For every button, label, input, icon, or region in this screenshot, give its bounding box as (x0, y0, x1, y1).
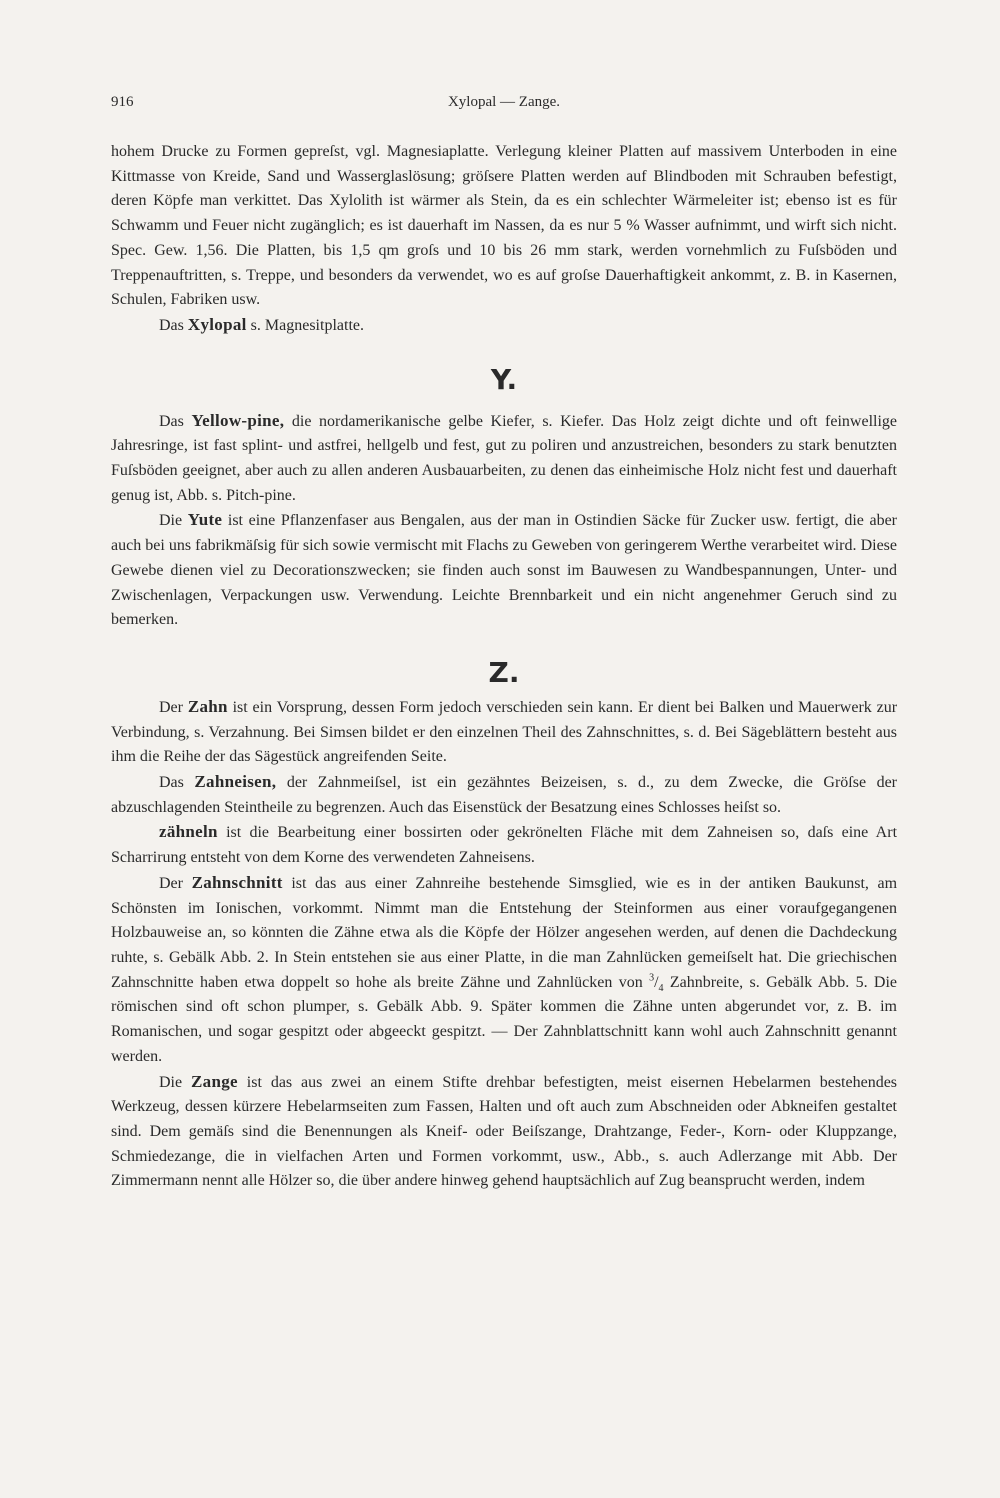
entry-zahnschnitt (111, 871, 897, 1070)
entry-term: Zahneisen, (194, 772, 277, 792)
entry-zahn (111, 695, 897, 770)
entry-xylopal (111, 313, 897, 339)
entry-term: Zahn (187, 696, 228, 716)
entry-article: Das (159, 412, 184, 430)
entry-term: Zahnschnitt (191, 872, 283, 892)
entry-zahneisen (111, 770, 897, 820)
fraction-numerator: 3 (649, 972, 655, 984)
entry-text: ist eine Pflanzenfaser aus Bengalen, aus der man in Ostindien Säcke für Zucker usw. fertigt, die aber auch bei uns fabrikmäſsig für sich sowie vermischt mit Flachs zu Geweben von geringerem Werthe verarbeitet wird. Diese Gewebe dienen viel zu Decorationszwecken; sie finden auch sonst im Bauwesen zu Wandbespannungen, Unter- und Zwischenlagen, Verpackungen usw. Verwendung. Leichte Brennbarkeit und ein nicht angenehmer Geruch sind zu bemerken. (111, 512, 897, 629)
page-header (111, 94, 897, 118)
entry-article: Die (159, 512, 183, 530)
entry-yute (111, 508, 897, 633)
entry-text: ist das aus zwei an einem Stifte drehbar befestigten, meist eisernen Hebelarmen bestehendes Werkzeug, dessen kürzere Hebelarmseiten zum Fassen, Halten und oft auch zum Abschneiden oder Abkneifen gestaltet sind. Dem gemäſs sind die Benennungen als Kneif- oder Beiſszange, Drahtzange, Feder-, Korn- oder Kluppzange, Schmiedezange, die in vielfachen Arten und Formen vorkommt, usw., Abb., s. auch Adlerzange mit Abb. Der Zimmermann nennt alle Hölzer so, die über andere hinweg gehend hauptsächlich auf Zug beansprucht werden, indem (111, 1073, 898, 1190)
entry-term: zähneln (159, 822, 218, 842)
page-number: 916 (111, 94, 134, 110)
paragraph-xylolith-continued: hohem Drucke zu Formen gepreſst, vgl. Magnesiaplatte. Verlegung kleiner Platten auf massivem Unterboden in eine Kittmasse von Kreide, Sand und Wasserglaslösung; gröſsere Platten werden auf Blindboden mit Schrauben befestigt, deren Köpfe man verkittet. Das Xylolith ist wärmer als Stein, da es ein schlechter Wärmeleiter ist; ebenso ist es für Schwamm und Feuer nicht zugänglich; es ist dauerhaft im Nassen, da es nur 5 % Wasser aufnimmt, und wirft sich nicht. Spec. Gew. 1,56. Die Platten, bis 1,5 qm groſs und 10 bis 26 mm stark, werden vornehmlich zu Fuſsböden und Treppenauftritten, s. Treppe, und besonders da verwendet, wo es auf groſse Dauerhaftigkeit ankommt, z. B. in Kasernen, Schulen, Fabriken usw. (111, 143, 897, 309)
section-letter-z: Z. (488, 655, 520, 689)
entry-yellow-pine (111, 409, 897, 509)
fraction-denominator: 4 (658, 982, 664, 994)
entry-term: Yellow-pine, (191, 410, 285, 430)
entry-text: der Zahnmeiſsel, ist ein gezähntes Beizeisen, s. d., zu dem Zwecke, die Gröſse der abzuschlagenden Steintheile zu begrenzen. Auch das Eisenstück der Besatzung eines Schlosses heiſst so. (111, 774, 898, 816)
entry-zaehneln (111, 820, 897, 870)
entry-term: Xylopal (187, 314, 247, 334)
page-body (111, 140, 897, 1194)
entry-article: Die (159, 1073, 183, 1091)
entry-term: Yute (187, 510, 223, 530)
entry-article: Das (159, 316, 184, 334)
entry-term: Zange (191, 1071, 238, 1091)
entry-text: s. Magnesitplatte. (250, 316, 364, 334)
entry-text: ist ein Vorsprung, dessen Form jedoch verschieden sein kann. Er dient bei Balken und Mauerwerk zur Verbindung, s. Verzahnung. Bei Simsen bildet er den einzelnen Theil des Zahnschnittes, s. d. Bei Sägeblättern besteht aus ihm die Reihe der das Sägestück angreifenden Seite. (111, 698, 898, 766)
entry-article: Der (159, 698, 183, 716)
entry-text: ist die Bearbeitung einer bossirten oder gekrönelten Fläche mit dem Zahneisen so, daſs eine Art Scharrirung entsteht von dem Korne des verwendeten Zahneisens. (111, 824, 898, 867)
running-title: Xylopal — Zange. (447, 94, 561, 110)
section-letter-y: Y. (490, 362, 518, 396)
entry-article: Das (159, 774, 184, 792)
entry-zange (111, 1070, 897, 1195)
entry-article: Der (159, 874, 183, 892)
entry-text: Zahnbreite, s. Gebälk Abb. 5. Die römischen sind oft schon plumper, s. Gebälk Abb. 9. Später kommen die Zähne unten abgerundet vor, z. B. im Romanischen, und sogar gespitzt oder abgeeckt gespitzt. — Der Zahnblattschnitt kann wohl auch Zahnschnitt genannt werden. (111, 973, 898, 1065)
entry-text: ist das aus einer Zahnreihe bestehende Simsglied, wie es in der antiken Baukunst, am Schönsten im Ionischen, vorkommt. Nimmt man die Entstehung der Steinformen aus einer voraufgegangenen Holzbauweise an, so könnten die Zähne etwa als die Köpfe der Hölzer angesehen werden, auf denen die Dachdeckung ruhte, s. Gebälk Abb. 2. In Stein entstehen sie aus einer Platte, in die man Zahnlücken gemeiſselt hat. Die griechischen Zahnschnitte haben etwa doppelt so hohe als breite Zähne und Zahnlücken von (111, 874, 898, 991)
fraction: $^3/_4$ (649, 972, 664, 994)
entry-text: die nordamerikanische gelbe Kiefer, s. Kiefer. Das Holz zeigt dichte und oft feinwellige Jahresringe, ist fast splint- und astfrei, hellgelb und fest, gut zu poliren und anzustreichen, besonders zu stark benutzten Fuſsböden geeignet, aber auch zu allen anderen Ausbauarbeiten, zu denen das einheimische Holz nicht fest und dauerhaft genug ist, Abb. s. Pitch-pine. (111, 412, 898, 504)
